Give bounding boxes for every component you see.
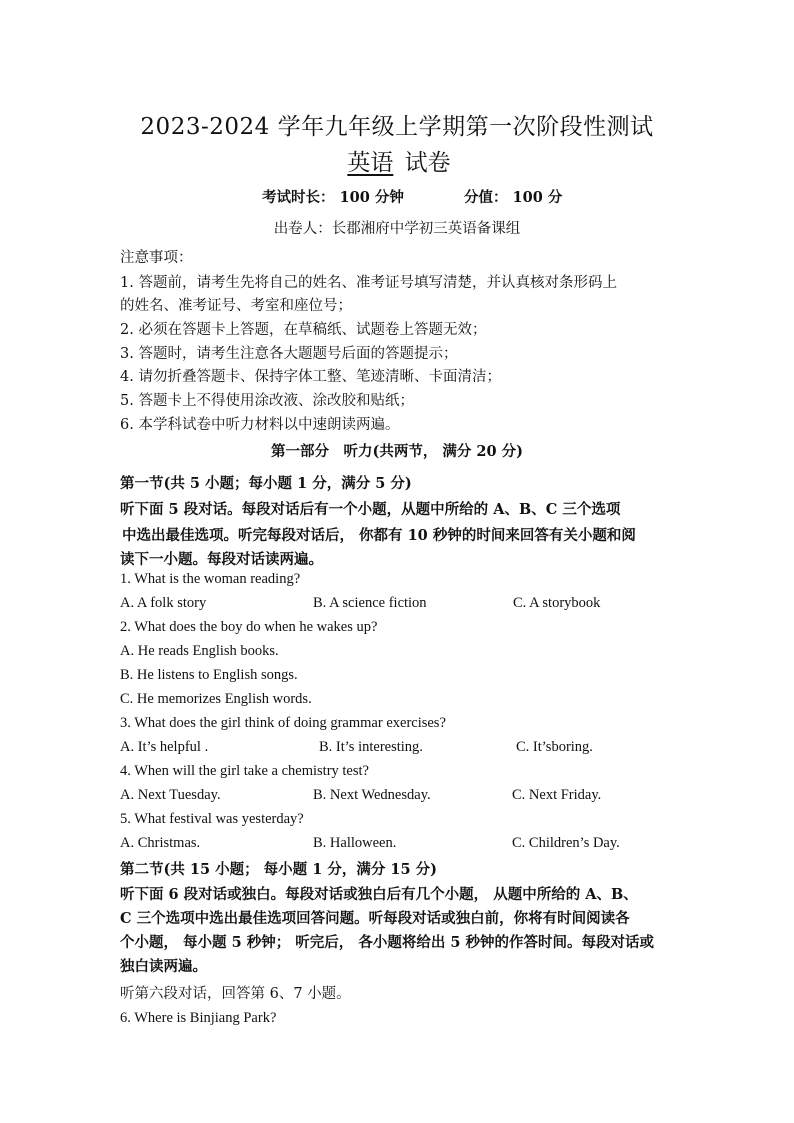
section2-instruction: 独白读两遍。 (120, 958, 207, 975)
option-a: A. He reads English books. (120, 643, 279, 659)
section2-instruction: 个小题， 每小题 5 秒钟； 听完后， 各小题将给出 5 秒钟的作答时间。每段对话或 (120, 934, 655, 951)
exam-title: 2023-2024 学年九年级上学期第一次阶段性测试 (140, 114, 654, 140)
notes-heading: 注意事项： (120, 250, 193, 266)
option-c: C. A storybook (513, 595, 601, 611)
duration-text: 考试时长： 100 分钟 (262, 189, 404, 206)
question-stem: 6. Where is Binjiang Park? (120, 1010, 277, 1026)
option-b: B. A science fiction (313, 595, 427, 611)
option-b: B. Halloween. (313, 835, 397, 851)
option-a: A. A folk story (120, 595, 207, 611)
option-b: B. It’s interesting. (319, 739, 423, 755)
option-b: B. He listens to English songs. (120, 667, 298, 683)
question-stem: 3. What does the girl think of doing grammar exercises? (120, 715, 446, 731)
question-stem: 4. When will the girl take a chemistry test? (120, 763, 369, 779)
option-c: C. He memorizes English words. (120, 691, 312, 707)
subject-name: 英语 (347, 150, 394, 176)
option-b: B. Next Wednesday. (313, 787, 431, 803)
author-line: 出卷人：长郡湘府中学初三英语备课组 (273, 221, 521, 237)
note-item: 5. 答题卡上不得使用涂改液、涂改胶和贴纸； (120, 393, 414, 409)
section2-heading: 第二节(共 15 小题； 每小题 1 分，满分 15 分) (120, 861, 438, 878)
dialogue-lead: 听第六段对话，回答第 6、7 小题。 (120, 986, 351, 1002)
section1-instruction: 读下一小题。每段对话读两遍。 (120, 551, 323, 568)
exam-meta (262, 186, 562, 207)
score-text: 分值： 100 分 (464, 189, 563, 206)
note-item: 6. 本学科试卷中听力材料以中速朗读两遍。 (120, 417, 400, 433)
option-a: A. Christmas. (120, 835, 201, 851)
note-item: 2. 必须在答题卡上答题，在草稿纸、试题卷上答题无效； (120, 322, 487, 338)
question-stem: 5. What festival was yesterday? (120, 811, 304, 827)
question-stem: 1. What is the woman reading? (120, 571, 301, 587)
note-item: 的姓名、准考证号、考室和座位号； (120, 298, 352, 314)
option-c: C. Children’s Day. (512, 835, 620, 851)
note-item: 1. 答题前，请考生先将自己的姓名、准考证号填写清楚，并认真核对条形码上 (120, 275, 617, 291)
section1-instruction: 中选出最佳选项。听完每段对话后， 你都有 10 秒钟的时间来回答有关小题和阅 (122, 527, 636, 544)
option-c: C. It’sboring. (516, 739, 593, 755)
note-item: 4. 请勿折叠答题卡、保持字体工整、笔迹清晰、卡面清洁； (120, 369, 501, 385)
paper-label: 试卷 (404, 150, 451, 176)
exam-subtitle (0, 144, 794, 177)
note-item: 3. 答题时，请考生注意各大题题号后面的答题提示； (120, 346, 458, 362)
option-a: A. Next Tuesday. (120, 787, 221, 803)
option-c: C. Next Friday. (512, 787, 602, 803)
part1-heading: 第一部分 听力(共两节， 满分 20 分) (270, 443, 524, 460)
section1-instruction: 听下面 5 段对话。每段对话后有一个小题，从题中所给的 A、B、C 三个选项 (120, 501, 621, 518)
question-stem: 2. What does the boy do when he wakes up? (120, 619, 378, 635)
section1-heading: 第一节(共 5 小题；每小题 1 分，满分 5 分) (120, 475, 412, 492)
section2-instruction: C 三个选项中选出最佳选项回答问题。听每段对话或独白前，你将有时间阅读各 (120, 910, 630, 927)
section2-instruction: 听下面 6 段对话或独白。每段对话或独白后有几个小题， 从题中所给的 A、B、 (120, 886, 638, 903)
option-a: A. It’s helpful . (120, 739, 209, 755)
